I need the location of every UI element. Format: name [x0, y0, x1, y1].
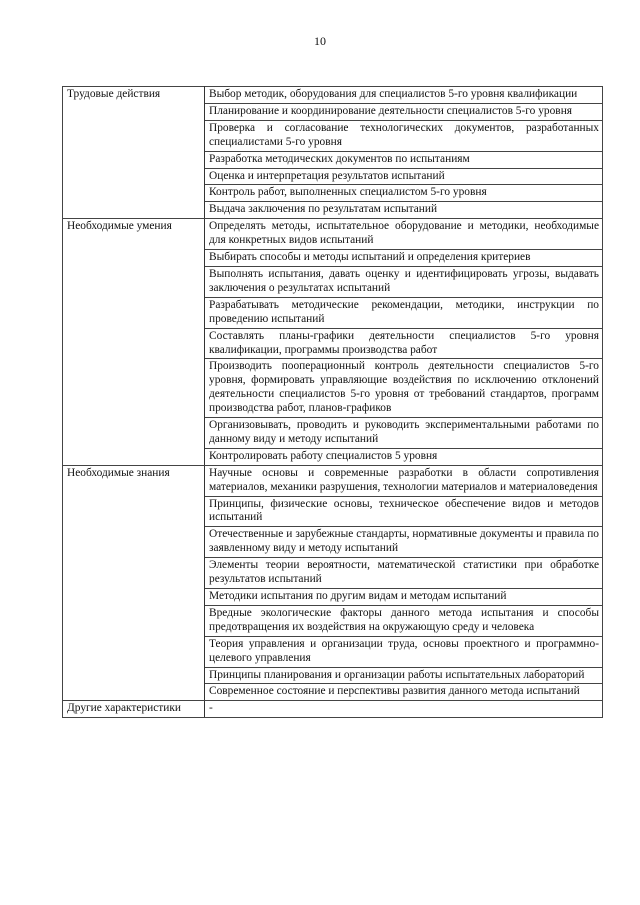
competency-table-body [63, 87, 603, 718]
section-item: Выбор методик, оборудования для специалистов 5-го уровня квалификации [205, 87, 603, 104]
section-item: Научные основы и современные разработки в области сопротивления материалов, механики разрушения, технологии материалов и материаловедения [205, 465, 603, 496]
section-item: Методики испытания по другим видам и методам испытаний [205, 589, 603, 606]
section-item: Выполнять испытания, давать оценку и идентифицировать угрозы, выдавать заключения о результатах испытаний [205, 266, 603, 297]
section-label: Трудовые действия [63, 87, 205, 219]
page-number: 10 [314, 34, 326, 48]
section-item: Контролировать работу специалистов 5 уровня [205, 448, 603, 465]
section-item: Определять методы, испытательное оборудование и методики, необходимые для конкретных видов испытаний [205, 219, 603, 250]
section-label: Необходимые умения [63, 219, 205, 466]
section-item: Отечественные и зарубежные стандарты, нормативные документы и правила по заявленному виду и методу испытаний [205, 527, 603, 558]
section-item: Современное состояние и перспективы развития данного метода испытаний [205, 684, 603, 701]
section-item: Планирование и координирование деятельности специалистов 5-го уровня [205, 103, 603, 120]
section-item: Разрабатывать методические рекомендации, методики, инструкции по проведению испытаний [205, 297, 603, 328]
section-item: Организовывать, проводить и руководить экспериментальными работами по данному виду и методу испытаний [205, 418, 603, 449]
section-item: Проверка и согласование технологических документов, разработанных специалистами 5-го уровня [205, 120, 603, 151]
section-item: Производить пооперационный контроль деятельности специалистов 5-го уровня, формировать управляющие воздействия по исключению отклонений деятельности специалистов 5-го уровня от требований стандартов, программ производства работ, планов-графиков [205, 359, 603, 418]
section-item: Оценка и интерпретация результатов испытаний [205, 168, 603, 185]
table-row [63, 219, 603, 250]
section-item: Составлять планы-графики деятельности специалистов 5-го уровня квалификации, программы производства работ [205, 328, 603, 359]
section-item: Выбирать способы и методы испытаний и определения критериев [205, 250, 603, 267]
section-item: Вредные экологические факторы данного метода испытания и способы предотвращения их воздействия на окружающую среду и человека [205, 605, 603, 636]
section-item: Разработка методических документов по испытаниям [205, 151, 603, 168]
table-row [63, 465, 603, 496]
table-row [63, 701, 603, 718]
section-item: Принципы планирования и организации работы испытательных лабораторий [205, 667, 603, 684]
section-item: Контроль работ, выполненных специалистом 5-го уровня [205, 185, 603, 202]
section-item: Выдача заключения по результатам испытаний [205, 202, 603, 219]
section-item: Принципы, физические основы, техническое обеспечение видов и методов испытаний [205, 496, 603, 527]
section-item: - [205, 701, 603, 718]
section-item: Элементы теории вероятности, математической статистики при обработке результатов испытаний [205, 558, 603, 589]
competency-table [62, 86, 603, 718]
table-row [63, 87, 603, 104]
section-item: Теория управления и организации труда, основы проектного и программно-целевого управления [205, 636, 603, 667]
section-label: Необходимые знания [63, 465, 205, 701]
section-label: Другие характеристики [63, 701, 205, 718]
